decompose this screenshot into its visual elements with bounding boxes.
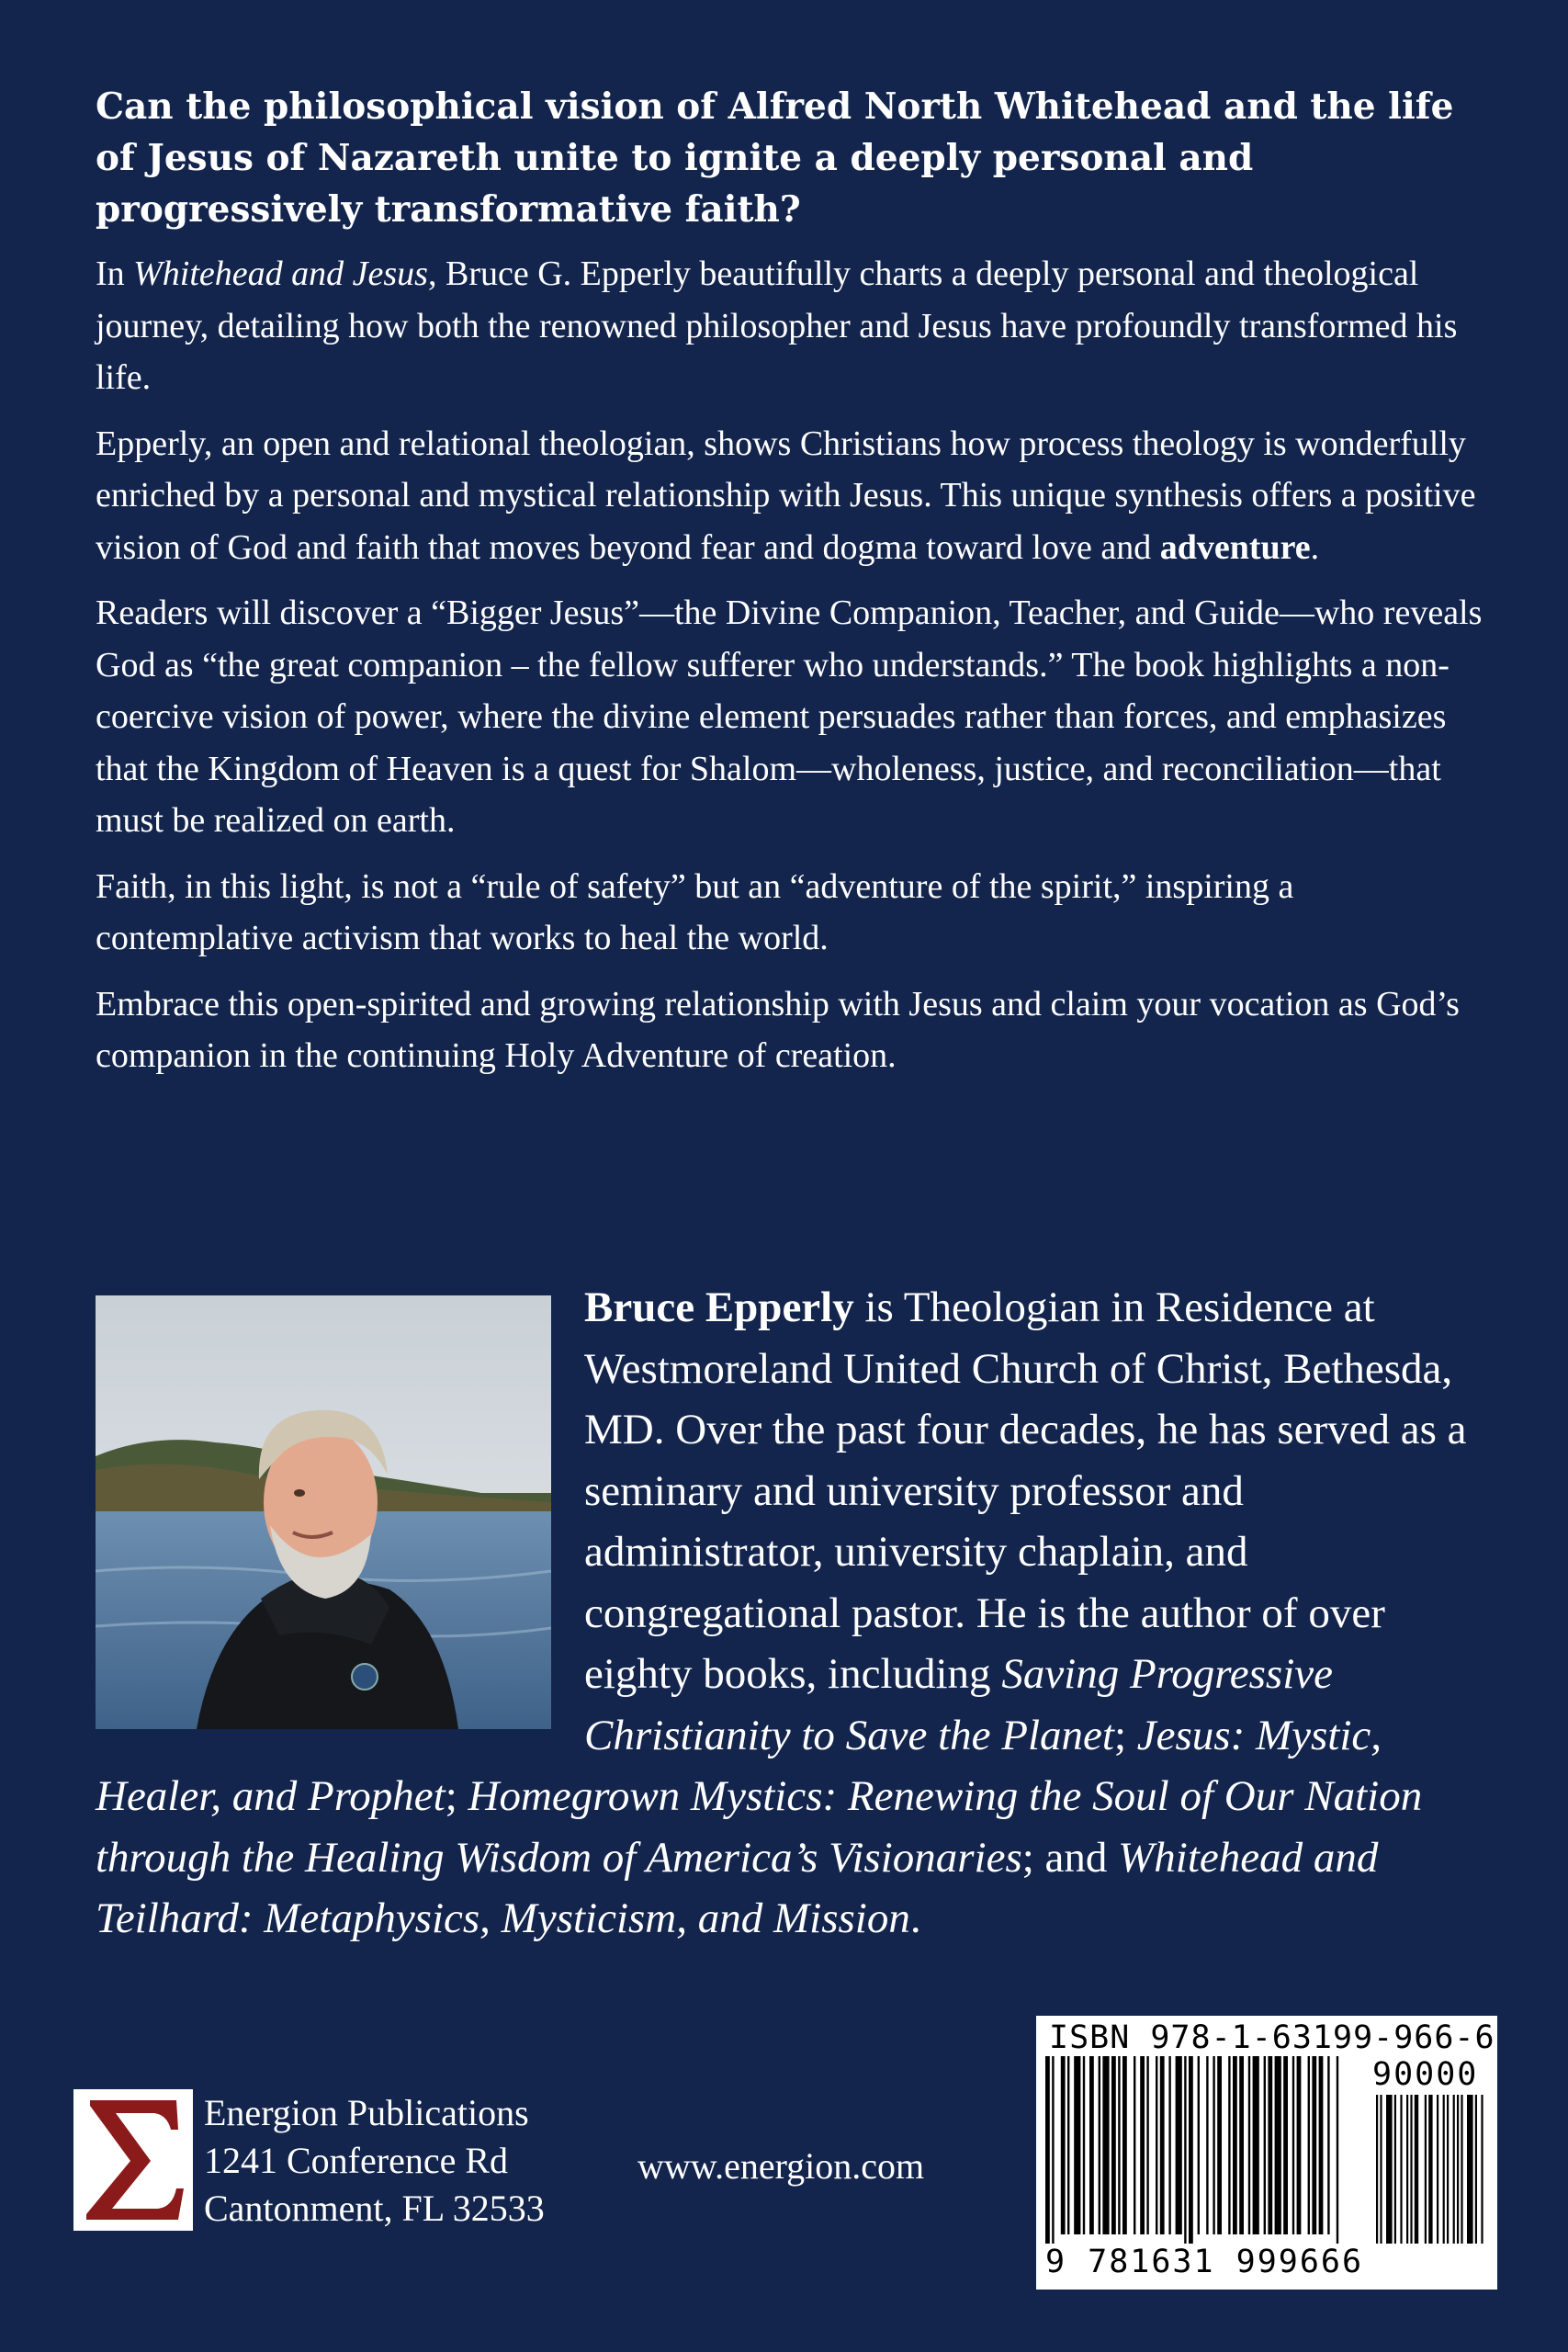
blurb-paragraph-1: In Whitehead and Jesus, Bruce G. Epperly beautifully charts a deeply personal and theological journey, detailing how both the renowned philosopher and Jesus have profoundly transformed his life. [96, 254, 1458, 397]
isbn-label: ISBN 978-1-63199-966-6 [1049, 2019, 1495, 2056]
publisher-website[interactable]: www.energion.com [637, 2145, 925, 2187]
energion-sigma-logo-icon [73, 2089, 193, 2231]
photo-spacer [96, 1277, 584, 1736]
isbn-barcode [1036, 2016, 1497, 2290]
publisher-name: Energion Publications [204, 2092, 529, 2133]
author-name: Bruce Epperly [584, 1283, 854, 1331]
blurb-paragraph-2: Epperly, an open and relational theologian, shows Christians how process theology is wonderfully enriched by a personal and mystical relationship with Jesus. This unique synthesis offers a positive vision of God and faith that moves beyond fear and dogma toward love and adventure. [96, 424, 1476, 567]
blurb-paragraph-5: Embrace this open-spirited and growing relationship with Jesus and claim your vocation as God’s companion in the continuing Holy Adventure of creation. [96, 984, 1460, 1075]
publisher-street: 1241 Conference Rd [204, 2140, 509, 2181]
author-bio: Bruce Epperly is Theologian in Residence at Westmoreland United Church of Christ, Bethesda, MD. Over the past four decades, he has served as a seminary and university professor and administrator, university chaplain, and congregational pastor. He is the author of over eighty books, including Saving Progressive Christianity to Save the Planet; Jesus: Mystic, Healer, and Prophet; Homegrown Mystics: Renewing the Soul of Our Nation through the Healing Wisdom of America’s Visionaries; and Whitehead and Teilhard: Metaphysics, Mysticism, and Mission. [96, 1277, 1492, 1950]
blurb-paragraph-4: Faith, in this light, is not a “rule of safety” but an “adventure of the spirit,” inspiring a contemplative activism that works to heal the world. [96, 866, 1294, 957]
publisher-address [204, 2089, 545, 2233]
book-title: Whitehead and Jesus [133, 254, 428, 293]
blurb-paragraph-3: Readers will discover a “Bigger Jesus”—the Divine Companion, Teacher, and Guide—who reveals God as “the great companion – the fellow sufferer who understands.” The book highlights a non-coercive vision of power, where the divine element persuades rather than forces, and emphasizes that the Kingdom of Heaven is a quest for Shalom—wholeness, justice, and reconciliation—that must be realized on earth. [96, 594, 1483, 840]
blurb-headline: Can the philosophical vision of Alfred North Whitehead and the life of Jesus of Nazareth unite to ignite a deeply personal and progressively transformative faith? [96, 85, 1454, 231]
isbn-addon-digits: 90000 [1372, 2056, 1479, 2093]
publisher-city: Cantonment, FL 32533 [204, 2188, 545, 2229]
back-cover-blurb [96, 81, 1492, 1096]
isbn-digits: 9 781631 999666 [1045, 2244, 1364, 2280]
